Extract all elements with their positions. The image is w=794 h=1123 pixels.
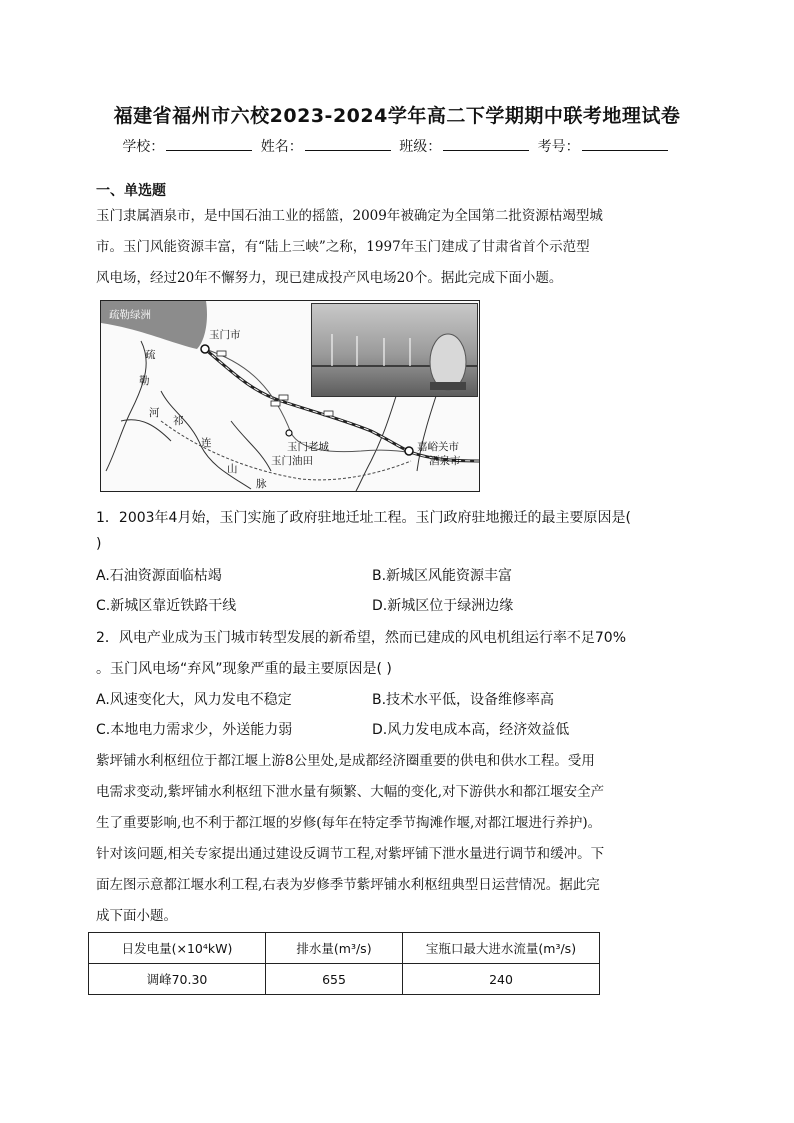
question-1-option-d[interactable]: D.新城区位于绿洲边缘	[372, 598, 514, 614]
intro-paragraph-2	[96, 746, 702, 932]
yumen-city-dot	[201, 345, 209, 353]
intro2-line: 针对该问题,相关专家提出通过建设反调节工程,对紫坪铺下泄水量进行调节和缓冲。下	[96, 846, 605, 862]
intro2-line: 紫坪铺水利枢纽位于都江堰上游8公里处,是成都经济圈重要的供电和供水工程。受用	[96, 753, 595, 769]
map-label-old-city: 玉门老城	[287, 441, 329, 453]
school-label: 学校：	[122, 139, 165, 155]
section-title: 一、单选题	[96, 183, 166, 199]
table-header-cell: 日发电量(×10⁴kW)	[89, 933, 266, 964]
question-1-stem-cont: )	[96, 536, 102, 552]
operation-table	[88, 932, 600, 995]
wind-farm-marker	[279, 395, 288, 400]
map-label-jiuquan: 酒泉市	[429, 455, 461, 467]
class-label: 班级：	[399, 139, 442, 155]
map-label-lian: 连	[201, 437, 212, 449]
question-1-option-c[interactable]: C.新城区靠近铁路干线	[96, 598, 237, 614]
question-2-option-a[interactable]: A.风速变化大，风力发电不稳定	[96, 692, 292, 708]
name-label: 姓名：	[260, 139, 303, 155]
intro1-line: 风电场，经过20年不懈努力，现已建成投产风电场20个。据此完成下面小题。	[96, 270, 563, 286]
question-2-stem: 2．风电产业成为玉门城市转型发展的新希望，然而已建成的风电机组运行率不足70%	[96, 630, 627, 646]
wind-farm-marker	[217, 351, 226, 356]
river-line	[106, 341, 146, 471]
table-header-cell: 排水量(m³/s)	[266, 933, 403, 964]
intro1-line: 玉门隶属酒泉市，是中国石油工业的摇篮，2009年被确定为全国第二批资源枯竭型城	[96, 208, 603, 224]
map-label-mai: 脉	[256, 478, 267, 490]
question-2-stem-cont: 。玉门风电场“弃风”现象严重的最主要原因是( )	[96, 661, 392, 677]
id-blank[interactable]	[582, 138, 668, 151]
wind-farm-marker	[324, 411, 333, 416]
map-label-yumen: 玉门市	[209, 329, 241, 341]
page-title: 福建省福州市六校2023-2024学年高二下学期期中联考地理试卷	[113, 105, 681, 127]
map-label-oasis: 疏勒绿洲	[109, 309, 151, 321]
intro1-line: 市。玉门风能资源丰富，有“陆上三峡”之称，1997年玉门建成了甘肃省首个示范型	[96, 239, 590, 255]
wind-farm-marker	[271, 401, 280, 406]
class-blank[interactable]	[443, 138, 529, 151]
question-1-stem: 1．2003年4月始，玉门实施了政府驻地迁址工程。玉门政府驻地搬迁的最主要原因是(	[96, 510, 631, 526]
map-label-he: 河	[149, 407, 160, 419]
wind-turbine-photo	[311, 303, 478, 397]
question-2-option-b[interactable]: B.技术水平低，设备维修率高	[372, 692, 555, 708]
question-2-option-c[interactable]: C.本地电力需求少，外送能力弱	[96, 722, 293, 738]
table-cell: 240	[403, 964, 600, 995]
intro-paragraph-1	[96, 201, 702, 294]
map-label-oilfield: 玉门油田	[271, 455, 313, 467]
intro2-line: 面左图示意都江堰水利工程,右表为岁修季节紫坪铺水利枢纽典型日运营情况。据此完	[96, 877, 600, 893]
student-info-line	[0, 136, 794, 156]
jiayuguan-dot	[405, 447, 413, 455]
intro2-line: 成下面小题。	[96, 908, 177, 924]
question-2-option-d[interactable]: D.风力发电成本高，经济效益低	[372, 722, 570, 738]
table-cell: 655	[266, 964, 403, 995]
old-city-dot	[286, 430, 292, 436]
map-label-shan: 山	[227, 463, 238, 475]
school-blank[interactable]	[166, 138, 252, 151]
table-row	[89, 964, 600, 995]
table-header-row	[89, 933, 600, 964]
intro2-line: 生了重要影响,也不利于都江堰的岁修(每年在特定季节掏滩作堰,对都江堰进行养护)。	[96, 815, 602, 831]
yumen-map-figure	[100, 300, 480, 492]
id-label: 考号：	[537, 139, 580, 155]
name-blank[interactable]	[305, 138, 391, 151]
photo-graphic	[312, 304, 477, 396]
table-header-cell: 宝瓶口最大进水流量(m³/s)	[403, 933, 600, 964]
river-line	[121, 420, 171, 441]
map-label-le: 勒	[139, 375, 150, 387]
map-label-qi: 祁	[173, 415, 184, 427]
question-1-option-b[interactable]: B.新城区风能资源丰富	[372, 568, 513, 584]
question-1-option-a[interactable]: A.石油资源面临枯竭	[96, 568, 222, 584]
map-label-jiayuguan: 嘉峪关市	[417, 441, 459, 453]
table-cell: 调峰70.30	[89, 964, 266, 995]
intro2-line: 电需求变动,紫坪铺水利枢纽下泄水量有频繁、大幅的变化,对下游供水和都江堰安全产	[96, 784, 605, 800]
map-label-shu: 疏	[145, 349, 156, 361]
